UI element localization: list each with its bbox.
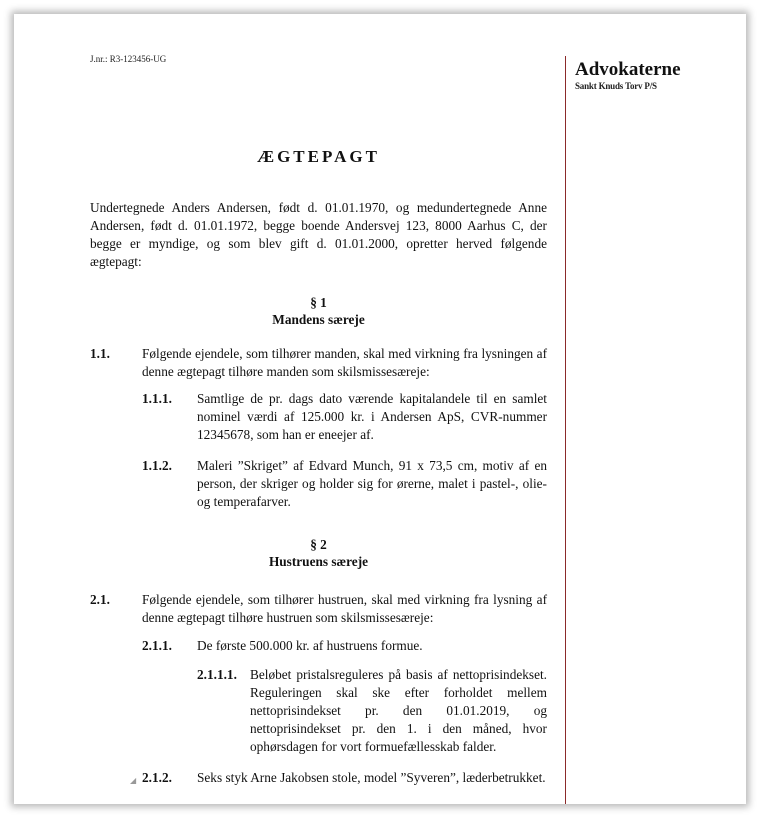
subclause-number: 1.1.1. [142,391,172,406]
section-1-heading: Mandens særeje [272,312,365,327]
subclause-number: 1.1.2. [142,458,172,473]
collapse-triangle-icon[interactable]: ◢ [130,776,137,785]
intro-paragraph: Undertegnede Anders Andersen, født d. 01.01.1970, og medundertegnede Anne Andersen, født d. 01.01.1972, begge boende Andersvej 123, 8000 Aarhus C, der begge er myndige, og som blev gift d. 01.01.2000, opretter herved følgende ægtepagt: [90,200,547,269]
clause-text: Følgende ejendele, som tilhører hustruen, skal med virkning fra lysning af denne ægtepagt tilhøre hustruen som skilsmissesæreje: [142,592,547,625]
document-page [14,14,746,804]
sub-subclause-number: 2.1.1.1. [197,667,237,682]
journal-reference: J.nr.: R3-123456-UG [90,54,167,64]
firm-name: Advokaterne [575,59,681,80]
document-title: ÆGTEPAGT [257,147,380,166]
sub-subclause-text: Beløbet pristalsreguleres på basis af nettoprisindekset. Reguleringen skal ske efter forholdet mellem nettoprisindekset pr. den 01.01.2019, og nettoprisindekset pr. den 1. i den måned, hvor ophørsdagen for vort formuefællesskab falder. [250,667,547,754]
section-2-heading: Hustruens særeje [268,554,369,569]
section-2-symbol: § 2 [310,537,327,552]
subclause-text: Maleri ”Skriget” af Edvard Munch, 91 x 73,5 cm, motiv af en person, der skriger og holder sig for ørerne, malet i pastel-, olie- og temperafarver. [197,458,547,509]
clause-number: 2.1. [90,592,110,607]
subclause-text: Seks styk Arne Jakobsen stole, model ”Syveren”, læderbetrukket. [197,770,546,785]
subclause-text: De første 500.000 kr. af hustruens formue. [197,638,423,653]
subclause-number: 2.1.1. [142,638,172,653]
margin-divider-line [565,56,566,804]
clause-number: 1.1. [90,346,110,361]
subclause-text: Samtlige de pr. dags dato værende kapitalandele til en samlet nominel værdi af 125.000 kr. i Andersen ApS, CVR-nummer 12345678, som han er eneejer af. [197,391,547,442]
firm-subtitle: Sankt Knuds Torv P/S [575,81,657,91]
subclause-number: 2.1.2. [142,770,172,785]
section-1-symbol: § 1 [310,295,327,310]
clause-text: Følgende ejendele, som tilhører manden, skal med virkning fra lysningen af denne ægtepagt tilhøre manden som skilsmissesæreje: [142,346,547,379]
